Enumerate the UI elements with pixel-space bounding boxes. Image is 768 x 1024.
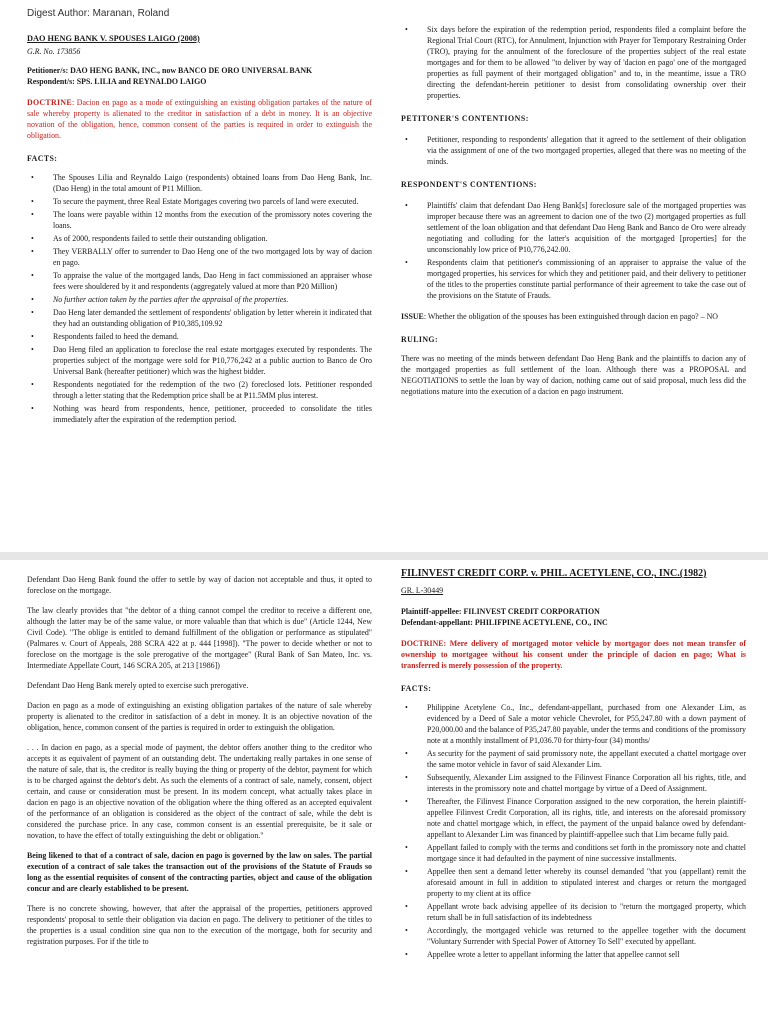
ruling-text: There was no meeting of the minds between defendant Dao Heng Bank and the plaintiffs to dacion any of the mortgaged properties as full settlement of the loan. Although there was a PROPOSAL and NEGOTIATIONS to settle the loan by way of dacion, nothing came out of said proposal, much less did the negotiations mature into the execution of a dacion en pago instrument.	[401, 354, 746, 396]
ruling-paragraph: There is no concrete showing, however, that after the appraisal of the properties, petitioners approved respondents' proposal to settle their obligation via dacion en pago. The delivery to petitioner of the titles to the properties is a usual condition sine qua non to the execution of the mortgage, both for security and registration purposes. For if the title to	[27, 904, 372, 946]
fact-item: • Dao Heng filed an application to foreclose the real estate mortgages executed by respondents. The properties subject of the mortgage were sold for ₱10,776,242 at a public auction to Banco de Oro Universal Bank (hereafter petitioner) which was the highest bidder.	[53, 344, 372, 377]
defendant-line: Defendant-appellant: PHILIFPINE ACETYLENE, CO., INC	[401, 618, 608, 627]
ruling-paragraph: Dacion en pago as a mode of extinguishing an existing obligation partakes of the nature of sale whereby property is alienated to the creditor in satisfaction of a debt in money. It is an objective novation of the obligation, hence, common consent of the parties is required in order to extinguish the obligation.	[27, 701, 372, 732]
ruling-paragraph: Defendant Dao Heng Bank found the offer to settle by way of dacion not acceptable and thus, it opted to foreclose on the mortgage.	[27, 575, 372, 595]
case-title: DAO HENG BANK V. SPOUSES LAIGO (2008)	[27, 34, 200, 43]
contention-item: • Respondents claim that petitioner's commissioning of an appraiser to appraise the value of the mortgaged properties, his services for which they and petitioner paid, and their delivery to petitioner of the titles to the properties constitute partial performance of their agreement to take the case out of the provisions on the Statute of Frauds.	[427, 257, 746, 301]
case2-fact-item: • Philippine Acetylene Co., Inc., defendant-appellant, purchased from one Alexander Lim, as evidenced by a Deed of Sale a motor vehicle Chevrolet, for P55,247.80 with a down payment of P20,000.00 and the balance of P35,247.80 payable, under the terms and conditions of the promissory note at a monthly installment of P1,036.70 for thirty-four (34) months/	[427, 702, 746, 746]
page-separator	[0, 552, 768, 560]
issue-text: : Whether the obligation of the spouses has been extinguished through dacion en pago? – NO	[423, 312, 718, 321]
case2-fact-item: • Appellant wrote back advising appellee of its decision to "return the mortgaged property, which return shall be in full satisfaction of its indebtedness	[427, 901, 746, 923]
case2-fact-item: • Thereafter, the Filinvest Finance Corporation assigned to the new corporation, the herein plaintiff-appellee Filinvest Credit Corporation, all its rights, title, and interests on the aforesaid promissory note and chattel mortgage which, in effect, the payment of the unpaid balance owed by defendant-appellant to Alexander Lim was financed by plaintiff-appellee such that Lim became fully paid.	[427, 796, 746, 840]
facts-heading: FACTS:	[27, 154, 58, 163]
doctrine-label: DOCTRINE	[27, 98, 72, 107]
fact-item: • As of 2000, respondents failed to settle their outstanding obligation.	[53, 233, 372, 244]
fact-item: • Respondents negotiated for the redemption of the two (2) foreclosed lots. Petitioner responded through a letter stating that the Redemption price shall be at ₱11.5MM plus interest.	[53, 379, 372, 401]
contention-item: • Plaintiffs' claim that defendant Dao Heng Bank[s] foreclosure sale of the mortgaged properties was improper because there was an agreement to dacion one of the two (2) mortgaged properties as full settlement of the loan obligation and that defendant Dao Heng Bank and Banco de Oro were already negotiating and colluding for the latter's acquisition of the mortgaged [properties] for the unconscionably low price of ₱10,776,242.00.	[427, 200, 746, 255]
ruling-paragraph: Being likened to that of a contract of sale, dacion en pago is governed by the law on sales. The partial execution of a contract of sale takes the transaction out of the provisions of the Statute of Frauds so long as the essential requisites of consent of the contracting parties, object and cause of the obligation concur and are clearly established to be present.	[27, 851, 372, 893]
fact-item: • No further action taken by the parties after the appraisal of the properties.	[53, 294, 372, 305]
facts-cont-list	[401, 24, 746, 101]
respondent-contentions-heading: RESPONDENT'S CONTENTIONS:	[401, 180, 537, 189]
fact-item: • Nothing was heard from respondents, hence, petitioner, proceeded to consolidate the titles immediately after the expiration of the redemption period.	[53, 403, 372, 425]
respondent-contentions-list	[401, 200, 746, 301]
issue	[401, 311, 746, 322]
plaintiff-line: Plaintiff-appellee: FILINVEST CREDIT CORPORATION	[401, 607, 600, 616]
fact-item: • They VERBALLY offer to surrender to Dao Heng one of the two mortgaged lots by way of dacion en pago.	[53, 246, 372, 268]
case2-fact-item: • Appellee then sent a demand letter whereby its counsel demanded "that you (appellant) remit the aforesaid amount in full in addition to stipulated interest and charges or return the mortgaged property to my client at its office	[427, 866, 746, 899]
fact-item: • Respondents failed to heed the demand.	[53, 331, 372, 342]
case2-fact-item: • Appellee wrote a letter to appellant informing the latter that appellee cannot sell	[427, 949, 746, 960]
fact-item: • The Spouses Lilia and Reynaldo Laigo (respondents) obtained loans from Dao Heng Bank, Inc. (Dao Heng) in the total amount of ₱11 Million.	[53, 172, 372, 194]
doctrine-text: : Dacion en pago as a mode of extinguishing an existing obligation partakes of the nature of sale whereby property is alienated to the creditor in satisfaction of a debt in money. It is an objective novation of the obligation, hence, common consent of the parties is required in order to extinguish the obligation.	[27, 98, 372, 140]
case2-gr-number: GR. L-30449	[401, 586, 444, 595]
case2-facts-heading: FACTS:	[401, 684, 432, 693]
ruling-heading: RULING:	[401, 335, 438, 344]
page-2	[0, 560, 768, 1024]
case2-doctrine-text: : Mere delivery of mortgaged motor vehicle by mortgagor does not mean transfer of ownership to mortgagee without his consent under the principle of dacion en pago; What is transferred is merely possession of the property.	[401, 639, 746, 670]
digest-author: Digest Author: Maranan, Roland	[27, 8, 170, 19]
fact-item: • Dao Heng later demanded the settlement of respondents' obligation by letter wherein it indicated that they had an outstanding obligation of ₱10,385,109.92	[53, 307, 372, 329]
fact-item: • Six days before the expiration of the redemption period, respondents filed a complaint before the Regional Trial Court (RTC), for Annulment, Injunction with Prayer for Temporary Restraining Order (TRO), praying for the annulment of the foreclosure of the properties subject of the real estate mortgages and for them to be allowed "to deliver by way of 'dacion en pago' one of the mortgaged properties as full payment of their mortgaged obligation" and to, in the meantime, issue a TRO directing the defendant-herein petitioner to desist from consolidating ownership over their properties.	[427, 24, 746, 101]
fact-item: • To appraise the value of the mortgaged lands, Dao Heng in fact commissioned an appraiser whose fees were shouldered by it and respondents (aggregately valued at more than ₱20 Million)	[53, 270, 372, 292]
ruling-paragraph: . . . In dacion en pago, as a special mode of payment, the debtor offers another thing to the creditor who accepts it as equivalent of payment of an outstanding debt. The undertaking really partakes in one sense of the nature of sale, that is, the creditor is really buying the thing or property of the debtor, payment for which is to be charged against the debtor's debt. As such the elements of a contract of sale, namely, consent, object certain, and cause or consideration must be present. In its modern concept, what actually takes place in dacion en pago is an objective novation of the obligation where the thing offered as an accepted equivalent of the performance of an obligation is considered as the object of the contract of sale, while the debt is considered the purchase price. In any case, common consent is an essential prerequisite, be it sale or novation, to have the effect of totally extinguishing the debt or obligation."	[27, 743, 372, 840]
case2-fact-item: • Appellant failed to comply with the terms and conditions set forth in the promissory note and chattel mortgage since it had defaulted in the payment of nine successive installments.	[427, 842, 746, 864]
case-gr-number: G.R. No. 173856	[27, 47, 81, 56]
case2-doctrine-label: DOCTRINE	[401, 639, 444, 648]
contention-item: • Petitioner, responding to respondents' allegation that it agreed to the settlement of their obligation via the assignment of one of the two mortgaged properties, alleged that there was no meeting of the minds.	[427, 134, 746, 167]
page-2-left-column	[27, 574, 372, 956]
facts-list	[27, 172, 372, 425]
petitioner-line: Petitioner/s: DAO HENG BANK, INC., now BANCO DE ORO UNIVERSAL BANK	[27, 66, 313, 75]
fact-item: • The loans were payable within 12 months from the execution of the promissory notes covering the loans.	[53, 209, 372, 231]
issue-label: ISSUE	[401, 312, 424, 321]
case2-doctrine	[401, 638, 746, 671]
case2-title: FILINVEST CREDIT CORP. v. PHIL. ACETYLENE, CO., INC.(1982)	[401, 568, 707, 579]
ruling-paragraph: The law clearly provides that "the debtor of a thing cannot compel the creditor to receive a different one, although the latter may be of the same value, or more valuable than that which is due" (Article 1244, New Civil Code). "The oblige is entitled to demand fulfillment of the obligation or performance as stipulated" (Palmares v. Court of Appeals, 288 SCRA 422 at p. 444 [1998]). "The power to decide whether or not to foreclose on the mortgage is the sole prerogative of the mortgagee" (Rural Bank of San Mateo, Inc. vs. Intermediate Appellate Court, 146 SCRA 205, at 213 [1986])	[27, 606, 372, 670]
page-1-right-column	[401, 24, 746, 406]
petitioner-contentions-list	[401, 134, 746, 167]
page-2-right-column	[401, 568, 746, 962]
page-1-left-column	[27, 0, 372, 427]
respondent-line: Respondent/s: SPS. LILIA and REYNALDO LAIGO	[27, 77, 207, 86]
ruling-paragraph: Defendant Dao Heng Bank merely opted to exercise such prerogative.	[27, 681, 249, 690]
case2-fact-item: • Subsequently, Alexander Lim assigned to the Filinvest Finance Corporation all his rights, title, and interests in the promissory note and chattel mortgage by virtue of a Deed of Assignment.	[427, 772, 746, 794]
case2-fact-item: • As security for the payment of said promissory note, the appellant executed a chattel mortgage over the same motor vehicle in favor of said Alexander Lim.	[427, 748, 746, 770]
case2-facts-list	[401, 702, 746, 960]
case2-fact-item: • Accordingly, the mortgaged vehicle was returned to the appellee together with the document "Voluntary Surrender with Special Power of Attorney To Sell" executed by appellant.	[427, 925, 746, 947]
doctrine	[27, 97, 372, 141]
fact-item: • To secure the payment, three Real Estate Mortgages covering two parcels of land were executed.	[53, 196, 372, 207]
petitioner-contentions-heading: PETITONER'S CONTENTIONS:	[401, 114, 529, 123]
